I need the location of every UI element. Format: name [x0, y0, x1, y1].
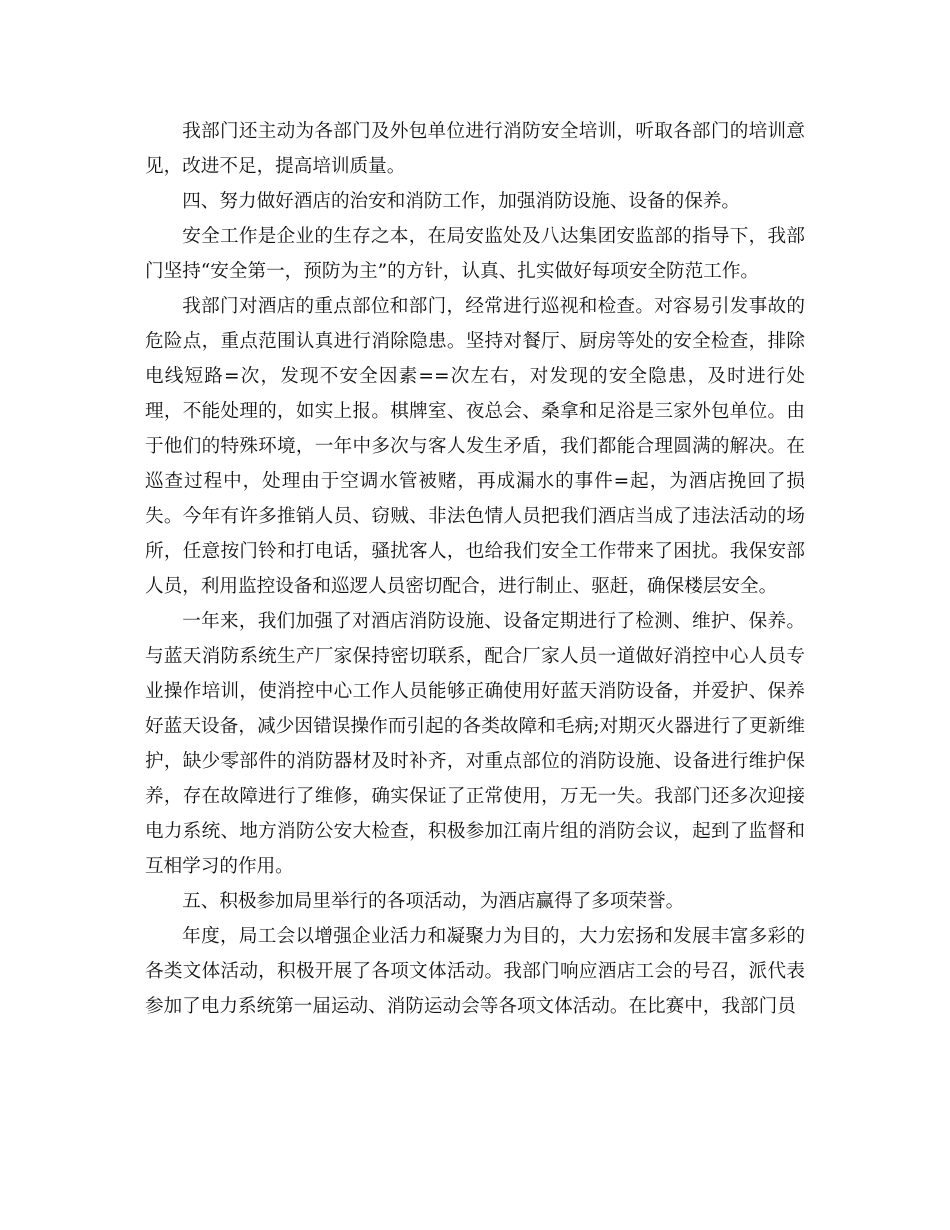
paragraph-inspection: 我部门对酒店的重点部位和部门，经常进行巡视和检查。对容易引发事故的危险点，重点范围认真进行消除隐患。坚持对餐厅、厨房等处的安全检查，排除电线短路=次，发现不安全因素==次左右，对发现的安全隐患，及时进行处理，不能处理的，如实上报。棋牌室、夜总会、桑拿和足浴是三家外包单位。由于他们的特殊环境，一年中多次与客人发生矛盾，我们都能合理圆满的解决。在巡查过程中，处理由于空调水管被赌，再成漏水的事件=起，为酒店挽回了损失。今年有许多推销人员、窃贼、非法色情人员把我们酒店当成了违法活动的场所，任意按门铃和打电话，骚扰客人，也给我们安全工作带来了困扰。我保安部人员，利用监控设备和巡逻人员密切配合，进行制止、驱赶，确保楼层安全。: [145, 296, 805, 597]
paragraph-activities: 年度，局工会以增强企业活力和凝聚力为目的，大力宏扬和发展丰富多彩的各类文体活动，积极开展了各项文体活动。我部门响应酒店工会的号召，派代表参加了电力系统第一届运动、消防运动会等各项文体活动。在比赛中，我部门员: [145, 926, 805, 1017]
document-body: [145, 114, 805, 1024]
section-heading-five: 五、积极参加局里举行的各项活动，为酒店赢得了多项荣誉。: [182, 891, 685, 912]
section-heading-four: 四、努力做好酒店的治安和消防工作，加强消防设施、设备的保养。: [182, 191, 741, 212]
paragraph-training: 我部门还主动为各部门及外包单位进行消防安全培训，听取各部门的培训意见，改进不足，提高培训质量。: [145, 121, 805, 177]
paragraph-fire-equipment: 一年来，我们加强了对酒店消防设施、设备定期进行了检测、维护、保养。与蓝天消防系统生产厂家保持密切联系，配合厂家人员一道做好消控中心人员专业操作培训，使消控中心工作人员能够正确使用好蓝天消防设备，并爱护、保养好蓝天设备，减少因错误操作而引起的各类故障和毛病;对期灭火器进行了更新维护，缺少零部件的消防器材及时补齐，对重点部位的消防设施、设备进行维护保养，存在故障进行了维修，确实保证了正常使用，万无一失。我部门还多次迎接电力系统、地方消防公安大检查，积极参加江南片组的消防会议，起到了监督和互相学习的作用。: [145, 611, 805, 877]
paragraph-safety-principle: 安全工作是企业的生存之本，在局安监处及八达集团安监部的指导下，我部门坚持“安全第一，预防为主”的方针，认真、扎实做好每项安全防范工作。: [145, 226, 805, 282]
